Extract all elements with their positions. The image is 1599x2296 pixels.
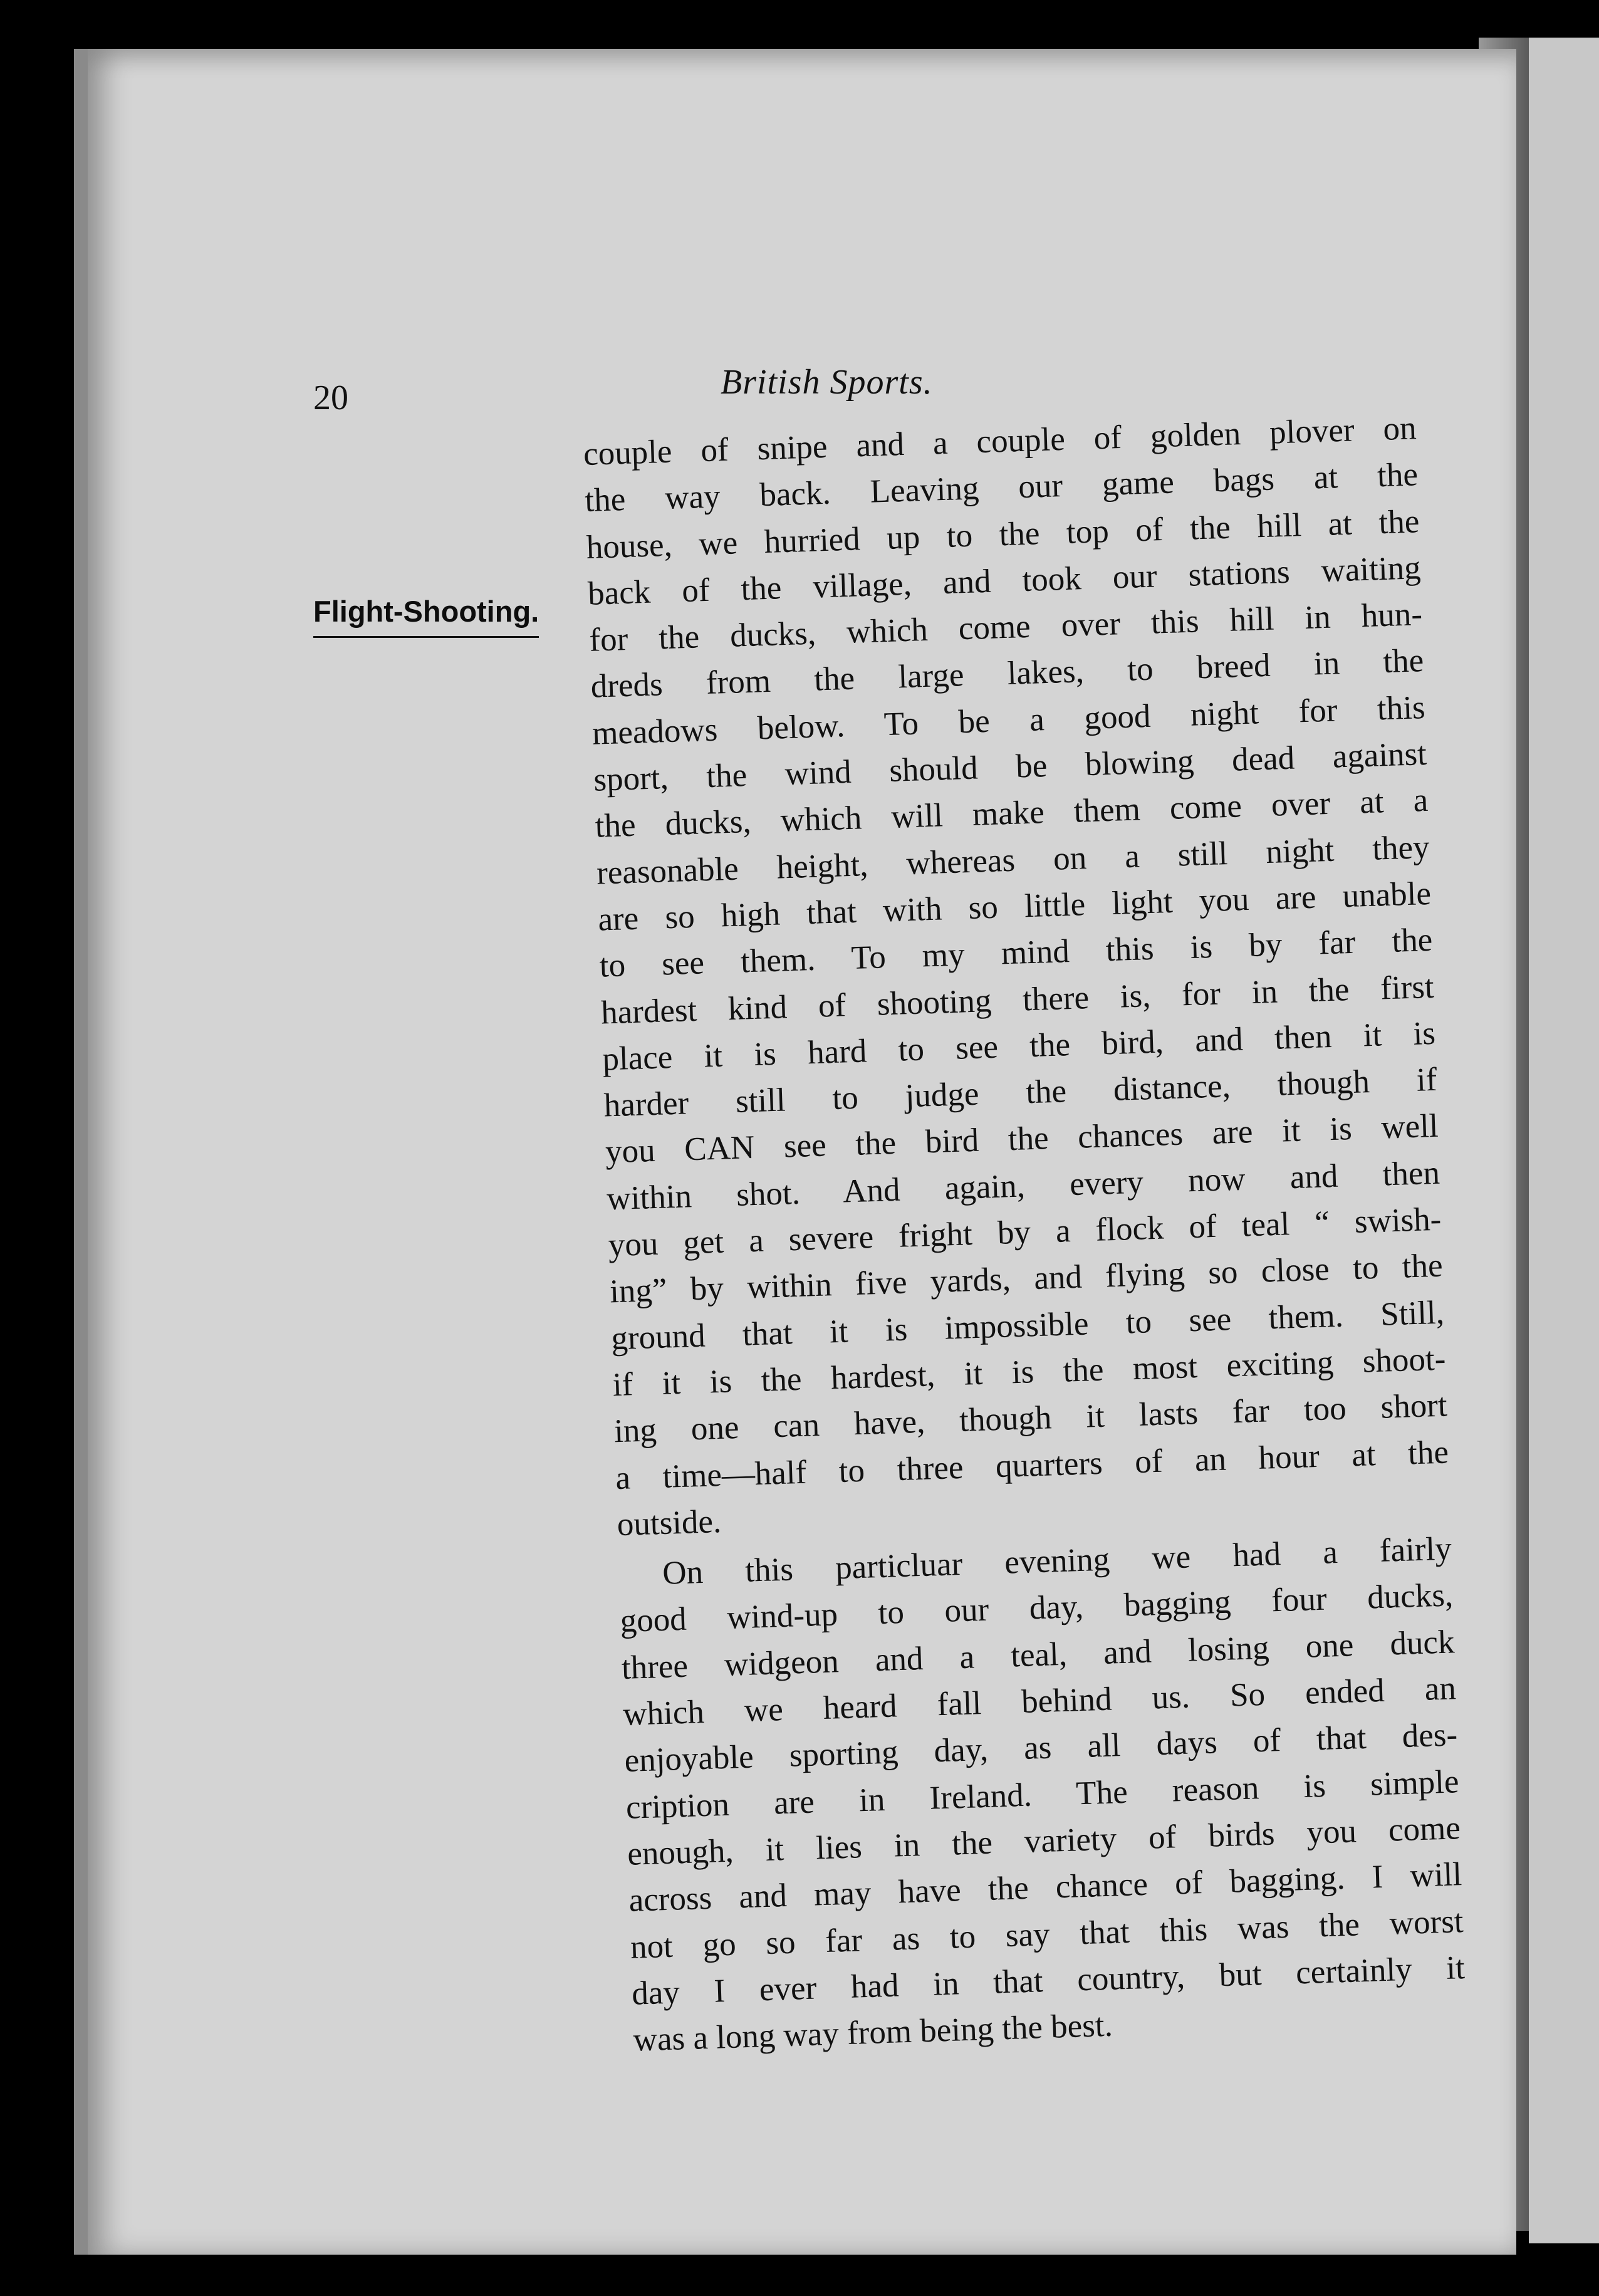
paragraph-1: [583, 405, 1451, 1548]
text-line: enjoyable sporting day, as all days of that des-: [623, 1716, 1458, 1780]
text-line: you CAN see the bird the chances are it is well: [605, 1108, 1439, 1171]
text-line: ing one can have, though it lasts far too short: [613, 1387, 1448, 1450]
text-line: dreds from the large lakes, to breed in the: [590, 642, 1425, 706]
margin-sidenote: Flight-Shooting.: [313, 594, 539, 638]
text-line: day I ever had in that country, but certainly it: [631, 1949, 1466, 2012]
text-line: the ducks, which will make them come over at a: [594, 782, 1429, 845]
text-line: you get a severe fright by a flock of teal “ swish-: [607, 1201, 1442, 1264]
text-line: not go so far as to say that this was the worst: [630, 1902, 1464, 1966]
book-page: [74, 49, 1516, 2255]
text-line: are so high that with so little light you are unable: [597, 875, 1432, 938]
page-number: 20: [313, 378, 348, 417]
text-line: good wind-up to our day, bagging four ducks,: [619, 1577, 1454, 1640]
paragraph-2: [618, 1525, 1467, 2064]
running-head: British Sports.: [721, 363, 933, 402]
text-line: a time—half to three quarters of an hour at the: [615, 1433, 1449, 1496]
text-line: to see them. To my mind this is by far the: [598, 922, 1434, 984]
text-line: cription are in Ireland. The reason is simple: [625, 1763, 1460, 1826]
text-line: the way back. Leaving our game bags at the: [584, 456, 1419, 519]
text-line: outside.: [616, 1503, 722, 1543]
text-line: was a long way from being the best.: [632, 2006, 1113, 2059]
text-line: three widgeon and a teal, and losing one duck: [621, 1623, 1456, 1686]
text-line: across and may have the chance of bagging. I will: [628, 1856, 1462, 1919]
adjacent-page: [1529, 38, 1599, 2243]
text-line: place it is hard to see the bird, and then it is: [602, 1015, 1436, 1078]
text-line: house, we hurried up to the top of the hill at the: [585, 503, 1420, 566]
text-line: harder still to judge the distance, though if: [603, 1061, 1438, 1124]
text-line: back of the village, and took our stations waiting: [587, 550, 1422, 612]
text-line: hardest kind of shooting there is, for in the first: [600, 968, 1435, 1031]
text-line: On this particluar evening we had a fairly: [662, 1530, 1452, 1592]
text-line: meadows below. To be a good night for this: [591, 689, 1426, 752]
body-text: [583, 405, 1467, 2064]
text-line: couple of snipe and a couple of golden plover on: [583, 410, 1417, 472]
text-line: sport, the wind should be blowing dead against: [593, 736, 1427, 798]
text-line: enough, it lies in the variety of birds you come: [627, 1810, 1461, 1872]
text-line: ing” by within five yards, and flying so close to the: [609, 1247, 1444, 1310]
text-line: within shot. And again, every now and then: [606, 1154, 1440, 1218]
text-line: if it is the hardest, it is the most exciting shoot-: [612, 1340, 1447, 1404]
page-header: [88, 343, 1516, 417]
text-line: which we heard fall behind us. So ended an: [622, 1670, 1457, 1733]
text-line: for the ducks, which come over this hill in hun-: [588, 596, 1423, 659]
text-line: reasonable height, whereas on a still night they: [596, 828, 1430, 892]
text-line: ground that it is impossible to see them. Still,: [610, 1294, 1445, 1357]
